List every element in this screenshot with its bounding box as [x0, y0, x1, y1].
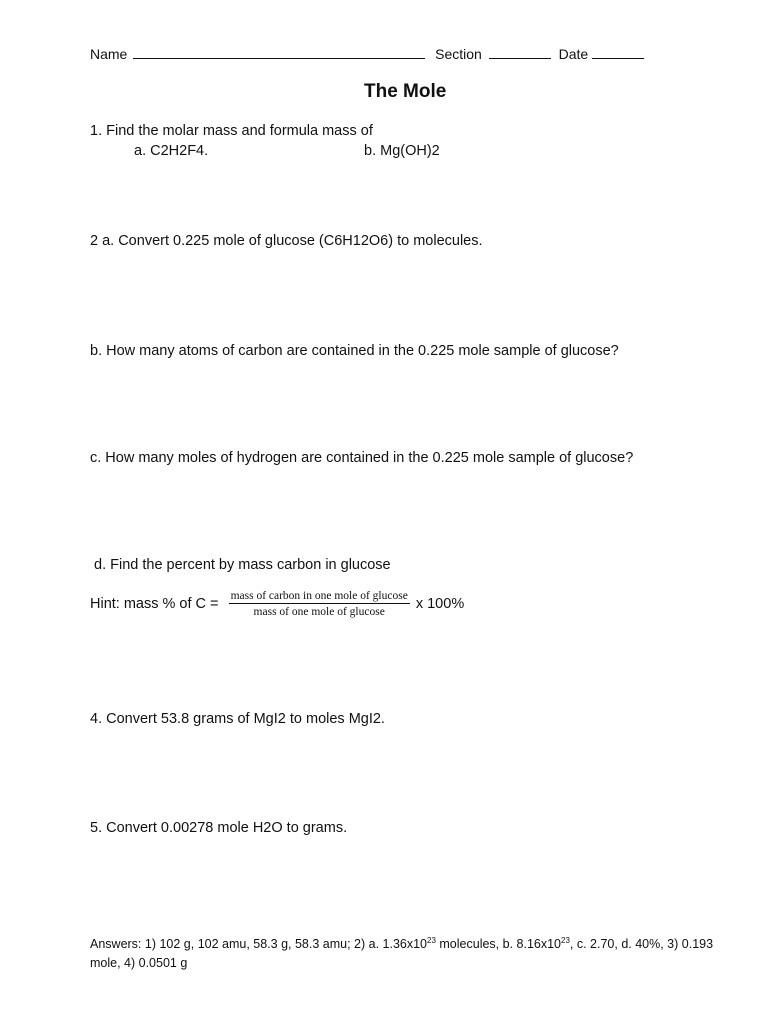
hint-numerator: mass of carbon in one mole of glucose [230, 590, 408, 602]
date-label: Date [558, 46, 589, 62]
name-label: Name [90, 46, 128, 62]
date-blank [592, 46, 644, 59]
hint-denominator: mass of one mole of glucose [253, 606, 385, 618]
answers-block [90, 935, 730, 973]
name-row [90, 46, 644, 62]
question-5: 5. Convert 0.00278 mole H2O to grams. [90, 820, 348, 836]
hint-fraction [229, 590, 410, 618]
answers-exponent-2: 23 [561, 935, 570, 945]
answers-part-2: molecules, b. 8.16x10 [435, 937, 561, 951]
name-blank [133, 46, 425, 59]
question-4: 4. Convert 53.8 grams of MgI2 to moles MgI2. [90, 711, 385, 727]
question-1: 1. Find the molar mass and formula mass of [90, 123, 373, 139]
answers-part-3: , c. 2.70, d. 40%, 3) 0.193 mole, 4) 0.0501 g [90, 937, 714, 970]
question-2c: c. How many moles of hydrogen are contained in the 0.225 mole sample of glucose? [90, 450, 634, 466]
question-2a: 2 a. Convert 0.225 mole of glucose (C6H12O6) to molecules. [90, 233, 483, 249]
hint-suffix: x 100% [415, 596, 465, 612]
hint-formula [90, 590, 464, 618]
question-1b: b. Mg(OH)2 [364, 143, 440, 159]
section-blank [489, 46, 551, 59]
section-label: Section [435, 46, 482, 62]
question-2d: d. Find the percent by mass carbon in glucose [94, 557, 391, 573]
answers-exponent-1: 23 [427, 935, 436, 945]
question-1a: a. C2H2F4. [134, 143, 209, 159]
hint-label: Hint: mass % of C = [90, 596, 219, 612]
page-title: The Mole [364, 81, 447, 102]
question-2b: b. How many atoms of carbon are contained in the 0.225 mole sample of glucose? [90, 343, 619, 359]
answers-part-1: Answers: 1) 102 g, 102 amu, 58.3 g, 58.3 amu; 2) a. 1.36x10 [90, 937, 428, 951]
